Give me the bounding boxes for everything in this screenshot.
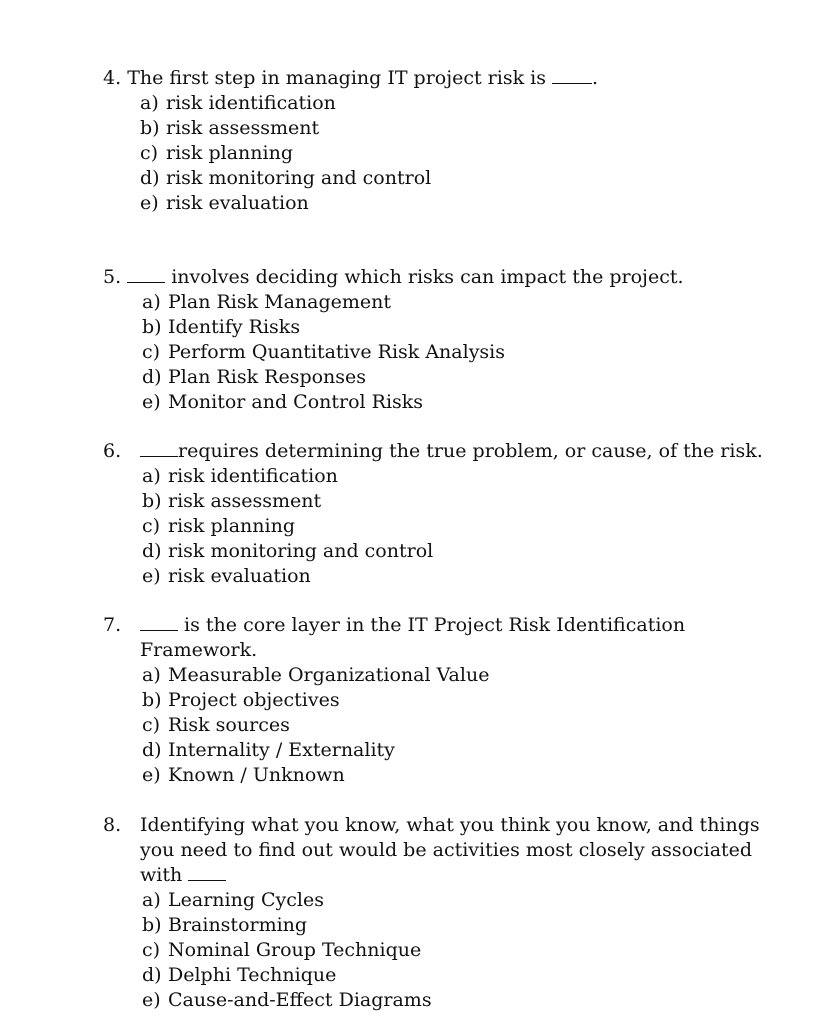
question-number: 8. — [103, 814, 122, 836]
option-c — [142, 713, 290, 738]
question-text: involves deciding which risks can impact the project. — [171, 266, 684, 288]
option-letter: b) — [142, 490, 162, 512]
option-c — [142, 340, 505, 365]
option-letter: e) — [142, 764, 161, 786]
option-text: Brainstorming — [168, 914, 308, 936]
option-letter: d) — [140, 167, 160, 189]
option-text: risk planning — [166, 142, 293, 164]
option-d — [142, 963, 336, 988]
question-text: is the core layer in the IT Project Risk Identification — [184, 614, 686, 636]
option-text: risk evaluation — [166, 192, 309, 214]
option-letter: c) — [142, 939, 161, 961]
option-c — [142, 514, 295, 539]
option-letter: a) — [140, 92, 159, 114]
option-text: risk identification — [168, 465, 338, 487]
option-text: Risk sources — [168, 714, 290, 736]
question-8-stem-line-3 — [140, 863, 226, 888]
option-text: Project objectives — [168, 689, 340, 711]
option-letter: c) — [142, 714, 161, 736]
option-letter: a) — [142, 291, 161, 313]
option-a — [142, 464, 338, 489]
option-text: Identify Risks — [168, 316, 301, 338]
option-a — [142, 888, 324, 913]
option-text: Learning Cycles — [168, 889, 325, 911]
option-letter: d) — [142, 540, 162, 562]
option-a — [140, 91, 336, 116]
option-letter: c) — [140, 142, 159, 164]
question-6-stem — [140, 439, 763, 464]
option-letter: b) — [142, 316, 162, 338]
option-text: risk assessment — [166, 117, 320, 139]
question-8-stem-line-1 — [140, 813, 760, 838]
option-text: Cause-and-Effect Diagrams — [168, 989, 432, 1011]
option-c — [142, 938, 421, 963]
option-letter: a) — [142, 889, 161, 911]
question-5-stem — [103, 265, 684, 290]
option-c — [140, 141, 293, 166]
option-letter: d) — [142, 366, 162, 388]
option-d — [142, 365, 366, 390]
answer-blank — [188, 863, 226, 881]
option-letter: b) — [140, 117, 160, 139]
option-a — [142, 290, 391, 315]
question-number: 7. — [103, 614, 122, 636]
question-7-stem-line-1 — [140, 613, 685, 638]
option-e — [142, 763, 345, 788]
question-text: Framework. — [140, 639, 258, 661]
option-letter: b) — [142, 914, 162, 936]
question-text: Identifying what you know, what you think you know, and things — [140, 814, 760, 836]
option-letter: d) — [142, 964, 162, 986]
option-text: risk identification — [166, 92, 336, 114]
option-text: Nominal Group Technique — [168, 939, 422, 961]
option-e — [142, 988, 432, 1013]
option-letter: d) — [142, 739, 162, 761]
option-b — [142, 913, 307, 938]
option-letter: c) — [142, 341, 161, 363]
option-text: Delphi Technique — [168, 964, 337, 986]
option-letter: e) — [142, 391, 161, 413]
question-text-end: . — [592, 67, 599, 89]
option-letter: c) — [142, 515, 161, 537]
question-text: The first step in managing IT project risk is — [127, 67, 546, 89]
option-d — [140, 166, 431, 191]
option-b — [142, 489, 321, 514]
option-text: Measurable Organizational Value — [168, 664, 490, 686]
option-e — [142, 564, 311, 589]
option-text: risk planning — [168, 515, 295, 537]
option-b — [142, 688, 340, 713]
option-e — [142, 390, 423, 415]
question-4-stem — [103, 66, 598, 91]
option-text: Plan Risk Management — [168, 291, 392, 313]
option-a — [142, 663, 489, 688]
option-letter: b) — [142, 689, 162, 711]
question-text: you need to find out would be activities most closely associated — [140, 839, 753, 861]
question-text: requires determining the true problem, or cause, of the risk. — [178, 440, 763, 462]
option-d — [142, 539, 433, 564]
question-8-stem-line-2 — [140, 838, 752, 863]
option-letter: e) — [142, 565, 161, 587]
option-text: Internality / Externality — [168, 739, 395, 761]
answer-blank — [140, 613, 178, 631]
option-letter: a) — [142, 465, 161, 487]
option-text: risk evaluation — [168, 565, 311, 587]
option-d — [142, 738, 395, 763]
option-b — [142, 315, 300, 340]
option-text: Plan Risk Responses — [168, 366, 367, 388]
option-letter: a) — [142, 664, 161, 686]
option-text: Monitor and Control Risks — [168, 391, 424, 413]
question-number: 4. — [103, 67, 122, 89]
answer-blank — [140, 439, 178, 457]
option-b — [140, 116, 319, 141]
option-text: risk monitoring and control — [168, 540, 434, 562]
option-text: risk monitoring and control — [166, 167, 432, 189]
option-text: risk assessment — [168, 490, 322, 512]
option-text: Known / Unknown — [168, 764, 345, 786]
question-number: 6. — [103, 440, 122, 462]
option-text: Perform Quantitative Risk Analysis — [168, 341, 506, 363]
answer-blank — [127, 265, 165, 283]
option-letter: e) — [142, 989, 161, 1011]
question-number: 5. — [103, 266, 122, 288]
answer-blank — [552, 66, 592, 84]
option-letter: e) — [140, 192, 159, 214]
option-e — [140, 191, 309, 216]
question-7-stem-line-2 — [140, 638, 257, 663]
question-text: with — [140, 864, 183, 886]
